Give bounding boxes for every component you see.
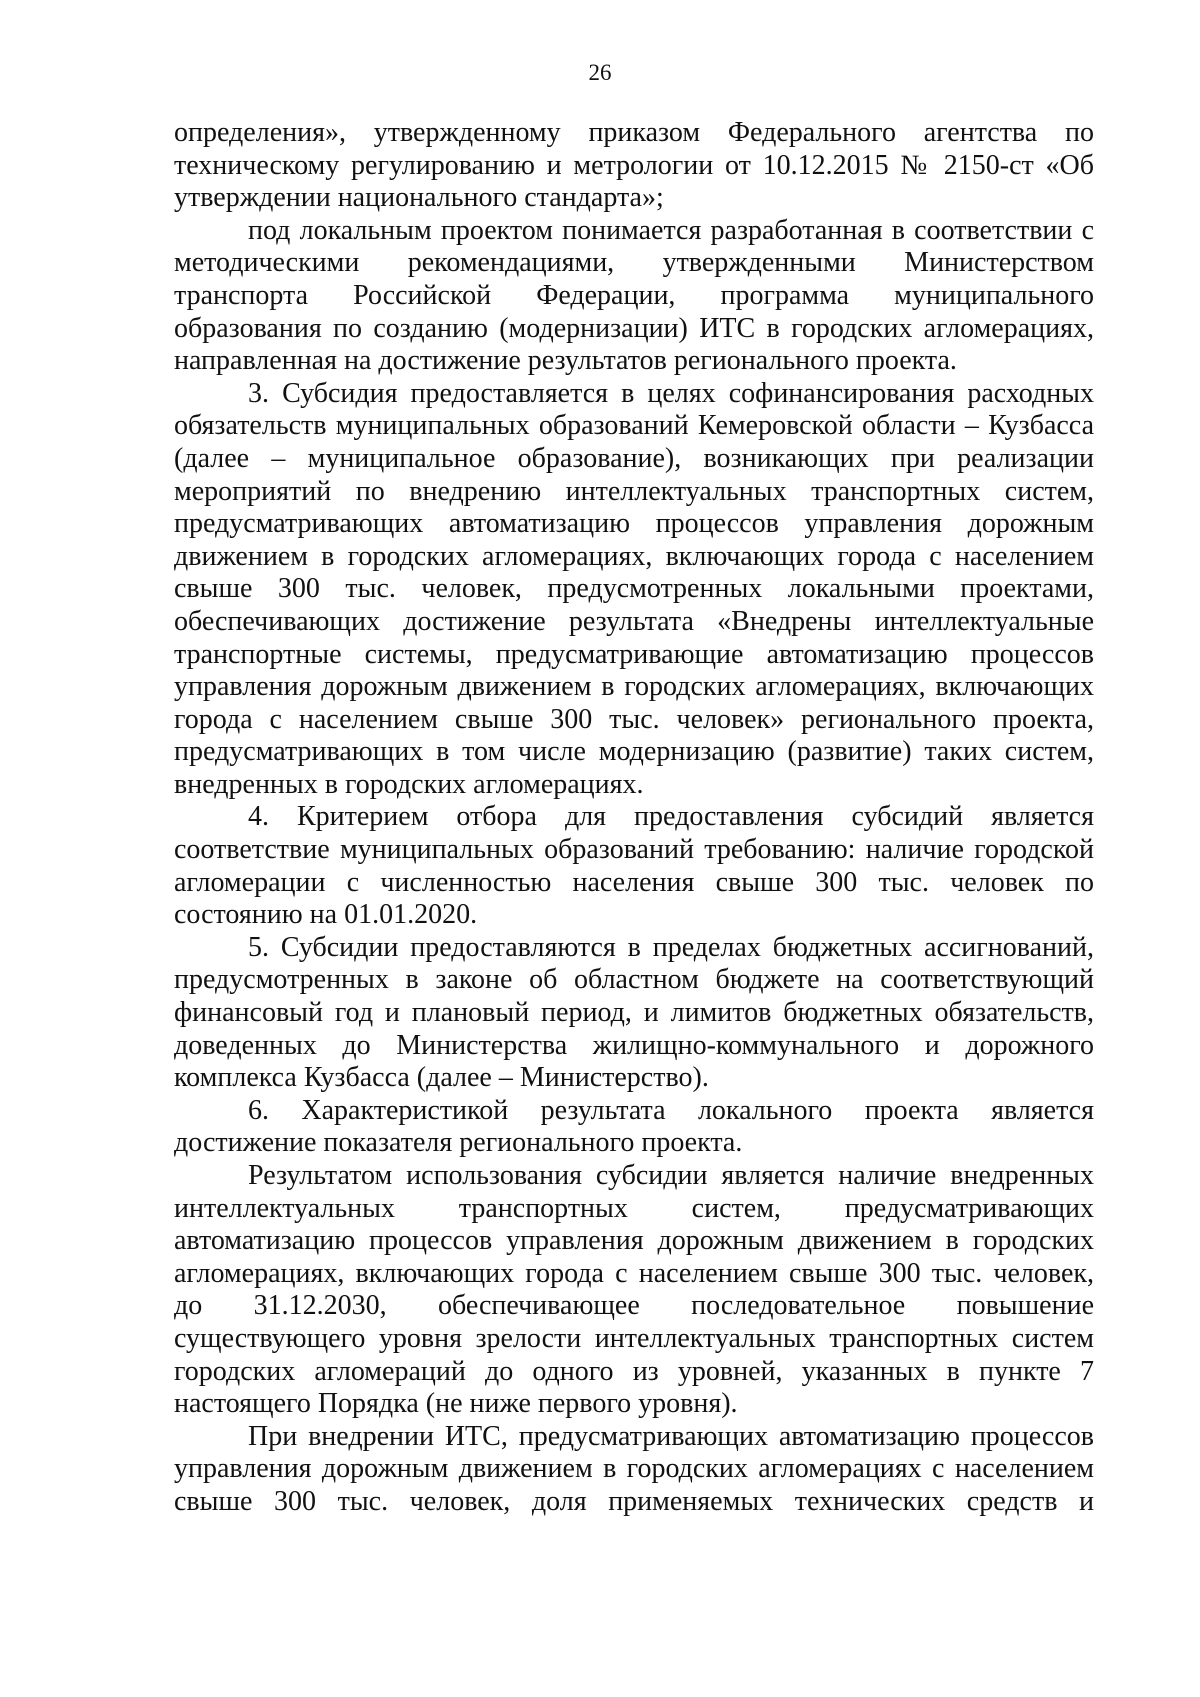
document-body [174, 117, 1094, 1519]
paragraph-item-4: 4. Критерием отбора для предоставления субсидий является соответствие муниципальных образований требованию: наличие городской агломерации с численностью населения свыше 300 тыс. человек по состоянию на 01.01.2020. [174, 801, 1094, 931]
paragraph-its-implementation: При внедрении ИТС, предусматривающих автоматизацию процессов управления дорожным движением в городских агломерациях с населением свыше 300 тыс. человек, доля применяемых технических средств и [174, 1420, 1094, 1517]
paragraph-item-5: 5. Субсидии предоставляются в пределах бюджетных ассигнований, предусмотренных в законе об областном бюджете на соответствующий финансовый год и плановый период, и лимитов бюджетных обязательств, доведенных до Министерства жилищно-коммунального и дорожного комплекса Кузбасса (далее – Министерство). [174, 931, 1094, 1094]
paragraph-local-project-definition: под локальным проектом понимается разработанная в соответствии с методическими рекомендациями, утвержденными Министерством транспорта Российской Федерации, программа муниципального образования по созданию (модернизации) ИТС в городских агломерациях, направленная на достижение результатов регионального проекта. [174, 214, 1094, 377]
paragraph-subsidy-result: Результатом использования субсидии является наличие внедренных интеллектуальных транспортных систем, предусматривающих автоматизацию процессов управления дорожным движением в городских агломерациях, включающих города с населением свыше 300 тыс. человек, до 31.12.2030, обеспечивающее последовательное повышение существующего уровня зрелости интеллектуальных транспортных систем городских агломераций до одного из уровней, указанных в пункте 7 настоящего Порядка (не ниже первого уровня). [174, 1160, 1094, 1420]
page-number: 26 [588, 60, 612, 85]
paragraph-item-6: 6. Характеристикой результата локального проекта является достижение показателя регионального проекта. [174, 1094, 1094, 1159]
paragraph-item-3: 3. Субсидия предоставляется в целях софинансирования расходных обязательств муниципальных образований Кемеровской области – Кузбасса (далее – муниципальное образование), возникающих при реализации мероприятий по внедрению интеллектуальных транспортных систем, предусматривающих автоматизацию процессов управления дорожным движением в городских агломерациях, включающих города с населением свыше 300 тыс. человек, предусмотренных локальными проектами, обеспечивающих достижение результата «Внедрены интеллектуальные транспортные системы, предусматривающие автоматизацию процессов управления дорожным движением в городских агломерациях, включающих города с населением свыше 300 тыс. человек» регионального проекта, предусматривающих в том числе модернизацию (развитие) таких систем, внедренных в городских агломерациях. [174, 377, 1094, 800]
paragraph-definitions-continuation: определения», утвержденному приказом Федерального агентства по техническому регулированию и метрологии от 10.12.2015 № 2150-ст «Об утверждении национального стандарта»; [174, 117, 1094, 214]
